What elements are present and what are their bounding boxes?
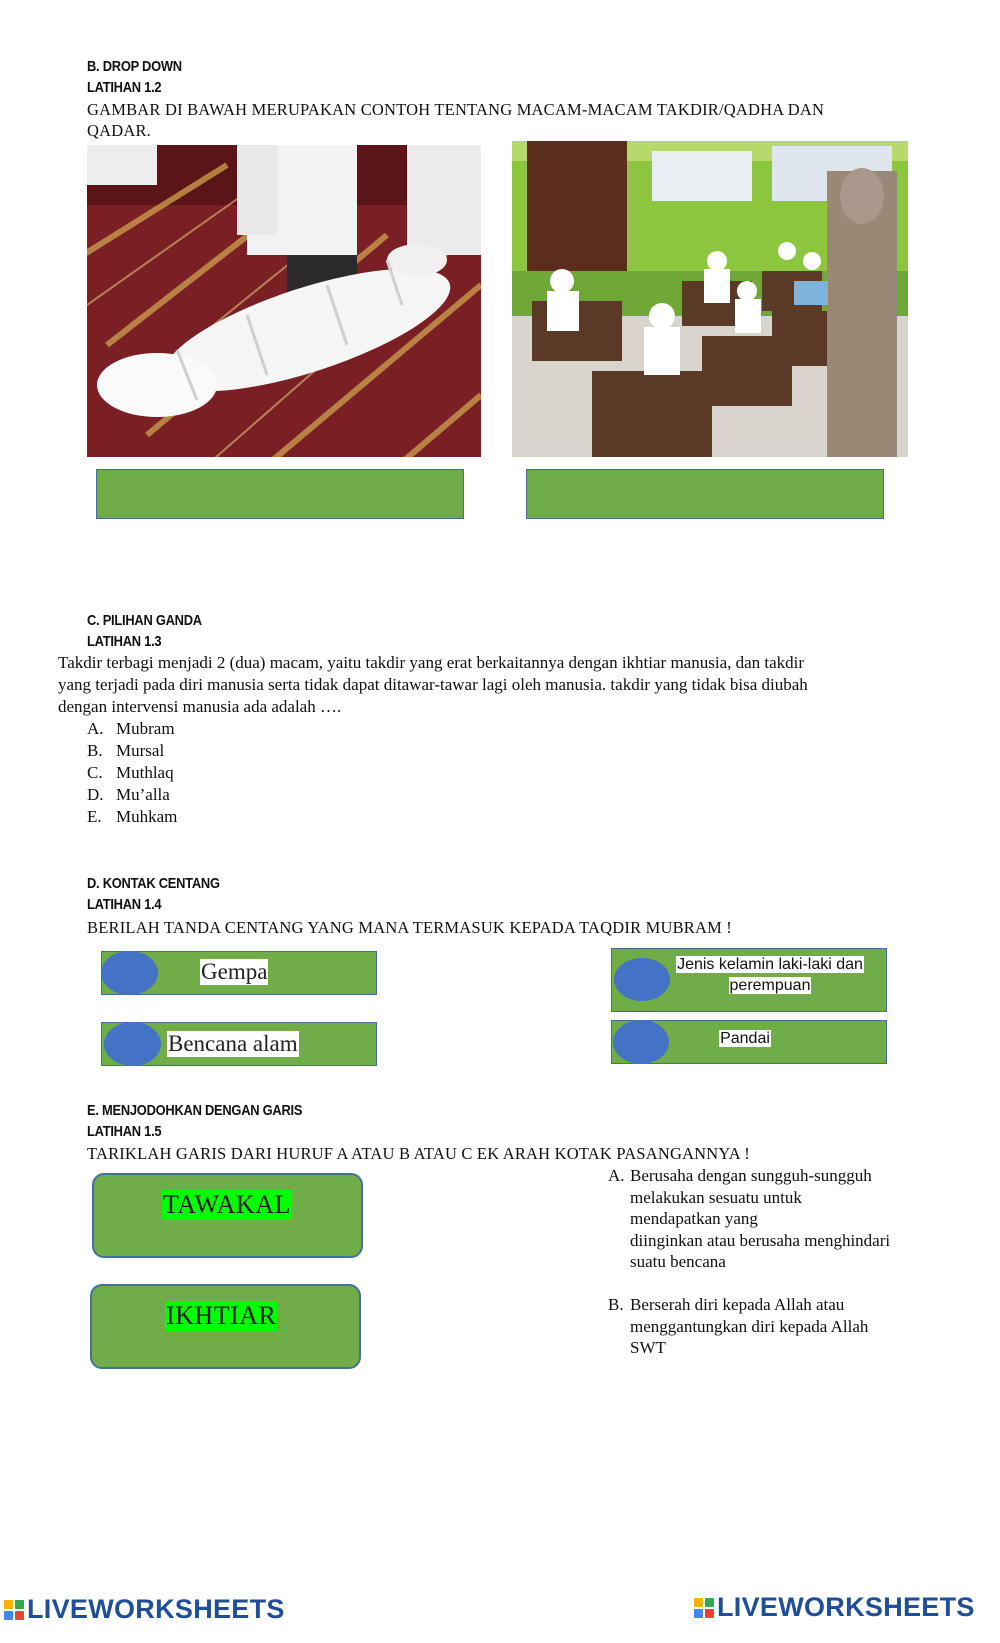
option-d[interactable] — [87, 784, 170, 806]
checkbox-label-bencana-alam: Bencana alam — [168, 1031, 298, 1056]
definition-line: suatu bencana — [630, 1252, 726, 1271]
match-label-tawakal: TAWAKAL — [163, 1190, 291, 1219]
classroom-photo — [512, 141, 908, 457]
option-a[interactable] — [87, 718, 175, 740]
section-b-instruction-line1: GAMBAR DI BAWAH MERUPAKAN CONTOH TENTANG MACAM-MACAM TAKDIR/QADHA DAN — [87, 100, 825, 119]
question-line2: yang terjadi pada diri manusia serta tidak dapat ditawar-tawar lagi oleh manusia. takdir yang tidak bisa diubah — [58, 675, 808, 694]
section-b-exercise: LATIHAN 1.2 — [87, 79, 162, 96]
definition-letter: A. — [608, 1166, 625, 1185]
definition-line: Berserah diri kepada Allah atau — [630, 1295, 845, 1314]
section-d-exercise: LATIHAN 1.4 — [87, 896, 162, 913]
checkbox-label-gempa: Gempa — [201, 959, 268, 984]
definition-letter: B. — [608, 1295, 624, 1314]
match-label-ikhtiar: IKHTIAR — [166, 1301, 277, 1330]
definition-line: mendapatkan yang — [630, 1209, 758, 1228]
option-letter: D. — [87, 785, 104, 804]
option-text: Mu’alla — [116, 785, 170, 804]
checkbox-circle-gempa[interactable] — [101, 951, 158, 995]
checkbox-label-pandai — [660, 1028, 830, 1049]
option-letter: E. — [87, 807, 102, 826]
shrouded-body-photo — [87, 145, 481, 457]
option-text: Mursal — [116, 741, 165, 760]
liveworksheets-logo-right — [694, 1592, 975, 1623]
definition-line: diinginkan atau berusaha menghindari — [630, 1230, 891, 1250]
checkbox-circle-bencana-alam[interactable] — [104, 1022, 161, 1066]
option-text: Muthlaq — [116, 763, 174, 782]
option-letter: C. — [87, 763, 103, 782]
section-b-instruction-line2: QADAR. — [87, 121, 151, 140]
option-e[interactable] — [87, 806, 177, 828]
definition-line: SWT — [630, 1338, 666, 1357]
section-c-heading: C. PILIHAN GANDA — [87, 612, 202, 629]
option-text: Muhkam — [116, 807, 178, 826]
section-e-heading: E. MENJODOHKAN DENGAN GARIS — [87, 1102, 303, 1119]
option-text: Mubram — [116, 719, 175, 738]
dropdown-answer-2[interactable] — [526, 469, 884, 519]
option-b[interactable] — [87, 740, 164, 762]
checkbox-label-line2: perempuan — [729, 977, 811, 994]
section-e-exercise: LATIHAN 1.5 — [87, 1123, 162, 1140]
option-letter: B. — [87, 741, 103, 760]
question-line1: Takdir terbagi menjadi 2 (dua) macam, yaitu takdir yang erat berkaitannya dengan ikhtiar manusia, dan takdir — [58, 653, 805, 672]
liveworksheets-logo-left — [4, 1594, 285, 1625]
section-e-instruction: TARIKLAH GARIS DARI HURUF A ATAU B ATAU C EK ARAH KOTAK PASANGANNYA ! — [87, 1144, 750, 1163]
definition-line: menggantungkan diri kepada Allah — [630, 1316, 869, 1336]
match-definition-b[interactable] — [608, 1294, 948, 1359]
section-d-instruction: BERILAH TANDA CENTANG YANG MANA TERMASUK KEPADA TAQDIR MUBRAM ! — [87, 918, 733, 937]
option-letter: A. — [87, 719, 104, 738]
match-definition-a[interactable] — [608, 1165, 948, 1273]
section-c-exercise: LATIHAN 1.3 — [87, 633, 162, 650]
checkbox-label-line1: Jenis kelamin laki-laki dan — [677, 956, 863, 973]
question-line3: dengan intervensi manusia ada adalah …. — [58, 697, 342, 716]
section-d-heading: D. KONTAK CENTANG — [87, 875, 220, 892]
definition-line: melakukan sesuatu untuk — [630, 1187, 802, 1207]
checkbox-label-jenis-kelamin — [660, 954, 880, 996]
section-b-heading: B. DROP DOWN — [87, 58, 182, 75]
definition-line: Berusaha dengan sungguh-sungguh — [630, 1166, 872, 1185]
logo-mark-icon — [4, 1600, 24, 1620]
logo-mark-icon — [694, 1598, 714, 1618]
checkbox-label-text: Pandai — [720, 1030, 770, 1047]
logo-text: LIVEWORKSHEETS — [717, 1592, 975, 1622]
option-c[interactable] — [87, 762, 174, 784]
dropdown-answer-1[interactable] — [96, 469, 464, 519]
logo-text: LIVEWORKSHEETS — [27, 1594, 285, 1624]
